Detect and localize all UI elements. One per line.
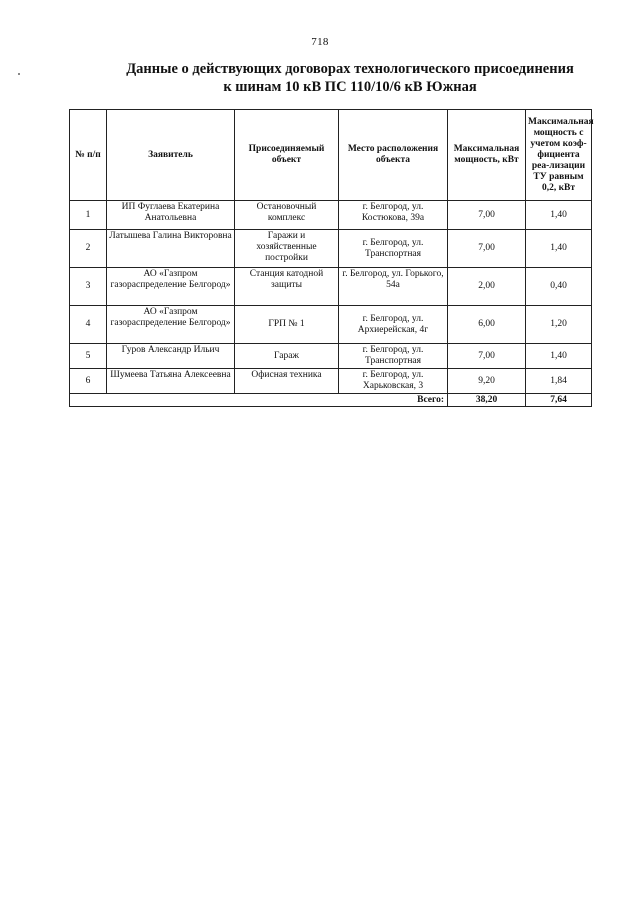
- cell-object: Гараж: [235, 344, 339, 369]
- table-row: [70, 230, 592, 268]
- cell-applicant: Шумеева Татьяна Алексеевна: [107, 369, 235, 394]
- page-number: 718: [311, 36, 329, 48]
- cell-max-power: 2,00: [448, 268, 526, 306]
- cell-num: 3: [70, 268, 107, 306]
- cell-object: ГРП № 1: [235, 306, 339, 344]
- total-label: Всего:: [70, 394, 448, 407]
- cell-max-power-coef: 1,20: [526, 306, 592, 344]
- cell-max-power-coef: 1,84: [526, 369, 592, 394]
- scan-speck: [18, 73, 20, 75]
- cell-max-power-coef: 0,40: [526, 268, 592, 306]
- cell-object: Остановочный комплекс: [235, 201, 339, 230]
- cell-location: г. Белгород, ул. Архиерейская, 4г: [339, 306, 448, 344]
- contracts-table: [69, 109, 592, 407]
- cell-location: г. Белгород, ул. Харьковская, 3: [339, 369, 448, 394]
- cell-num: 6: [70, 369, 107, 394]
- title-line-2: к шинам 10 кВ ПС 110/10/6 кВ Южная: [223, 79, 477, 95]
- cell-applicant: АО «Газпром газораспределение Белгород»: [107, 268, 235, 306]
- cell-max-power: 7,00: [448, 230, 526, 268]
- cell-applicant: ИП Фуглаева Екатерина Анатольевна: [107, 201, 235, 230]
- cell-max-power-coef: 1,40: [526, 230, 592, 268]
- header-max-power: Максимальная мощность, кВт: [448, 110, 526, 201]
- table-row: [70, 268, 592, 306]
- cell-object: Гаражи и хозяйственные постройки: [235, 230, 339, 268]
- cell-max-power: 7,00: [448, 201, 526, 230]
- cell-num: 1: [70, 201, 107, 230]
- cell-location: г. Белгород, ул. Костюкова, 39а: [339, 201, 448, 230]
- table-row: [70, 201, 592, 230]
- title-line-1: Данные о действующих договорах технологического присоединения: [126, 61, 574, 77]
- header-num: № п/п: [70, 110, 107, 201]
- header-max-power-coef: Максимальная мощность с учетом коэф-фициента реа-лизации ТУ равным 0,2, кВт: [526, 110, 592, 201]
- cell-applicant: АО «Газпром газораспределение Белгород»: [107, 306, 235, 344]
- cell-max-power: 7,00: [448, 344, 526, 369]
- cell-max-power-coef: 1,40: [526, 344, 592, 369]
- header-applicant: Заявитель: [107, 110, 235, 201]
- header-location: Место расположения объекта: [339, 110, 448, 201]
- table-total-row: [70, 394, 592, 407]
- table-header-row: [70, 110, 592, 201]
- cell-object: Офисная техника: [235, 369, 339, 394]
- cell-location: г. Белгород, ул. Горького, 54а: [339, 268, 448, 306]
- cell-location: г. Белгород, ул. Транспортная: [339, 230, 448, 268]
- document-title: [70, 60, 630, 96]
- cell-applicant: Латышева Галина Викторовна: [107, 230, 235, 268]
- cell-num: 5: [70, 344, 107, 369]
- cell-location: г. Белгород, ул. Транспортная: [339, 344, 448, 369]
- cell-num: 2: [70, 230, 107, 268]
- table-row: [70, 344, 592, 369]
- header-object: Присоединяемый объект: [235, 110, 339, 201]
- table-row: [70, 306, 592, 344]
- cell-max-power: 6,00: [448, 306, 526, 344]
- cell-max-power-coef: 1,40: [526, 201, 592, 230]
- total-max-power-coef: 7,64: [526, 394, 592, 407]
- table-row: [70, 369, 592, 394]
- total-max-power: 38,20: [448, 394, 526, 407]
- cell-object: Станция катодной защиты: [235, 268, 339, 306]
- cell-max-power: 9,20: [448, 369, 526, 394]
- cell-applicant: Гуров Александр Ильич: [107, 344, 235, 369]
- cell-num: 4: [70, 306, 107, 344]
